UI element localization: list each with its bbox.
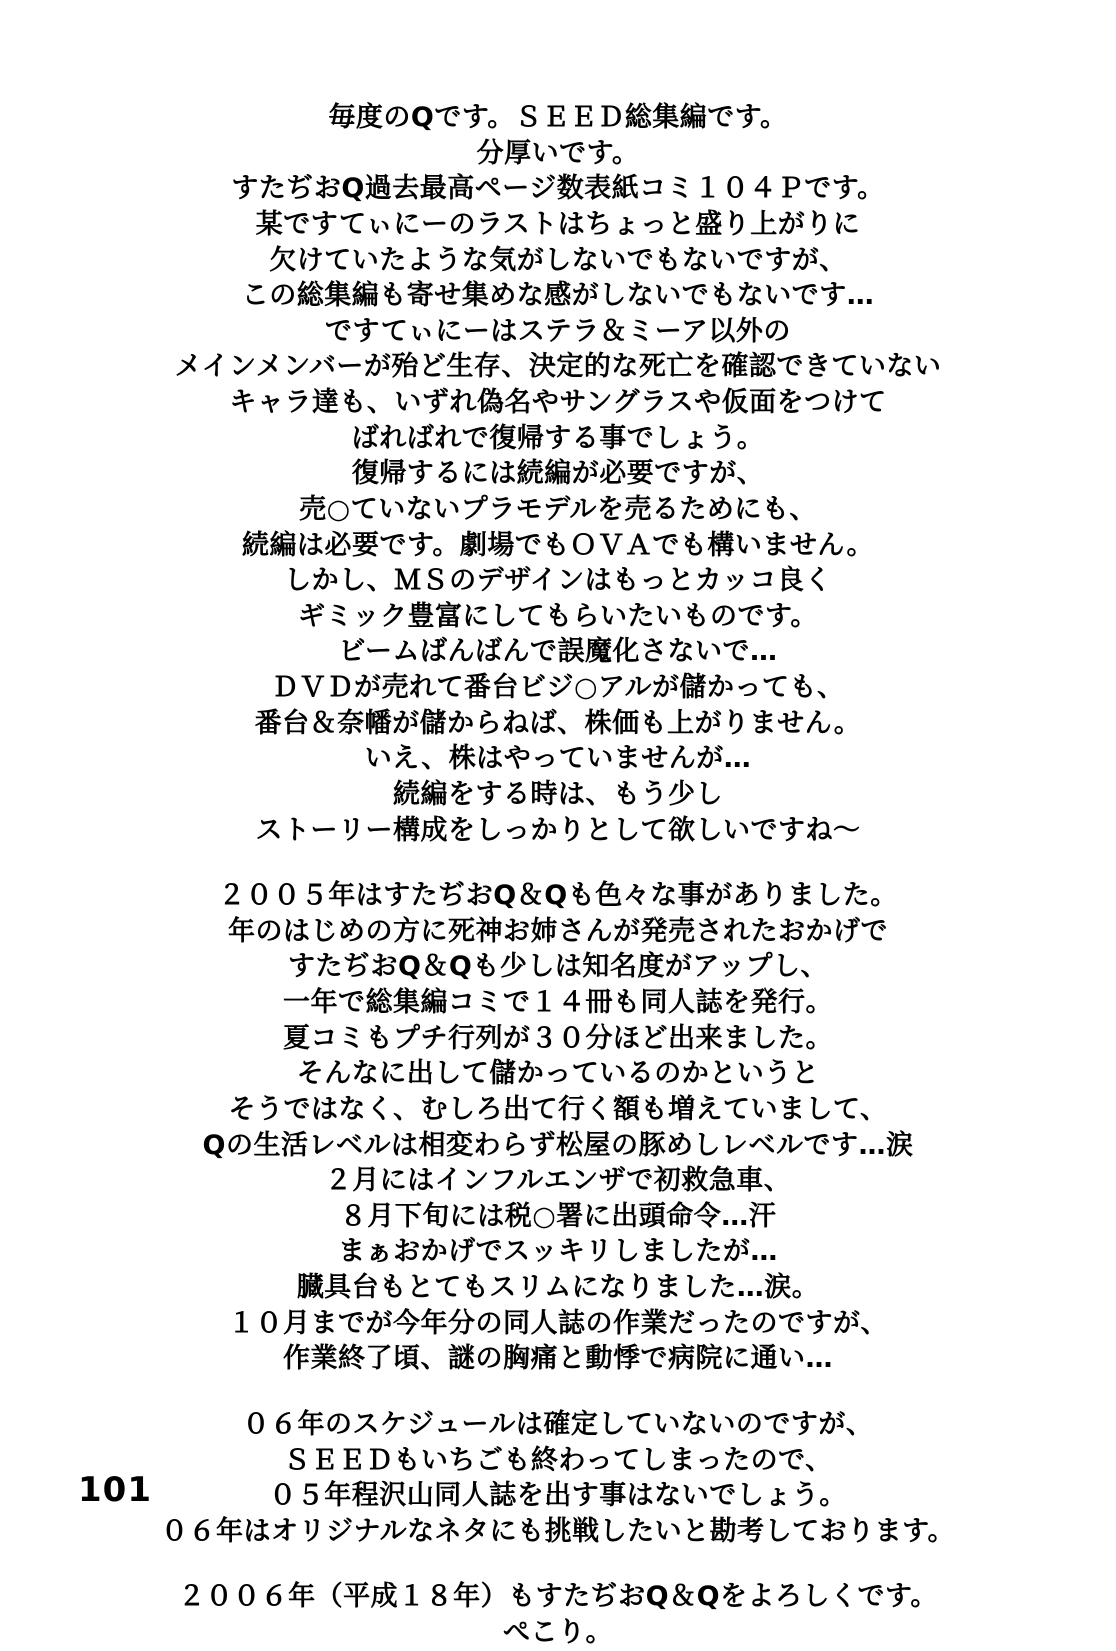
text-line: ＳＥＥＤもいちごも終わってしまったので、 <box>283 1444 833 1476</box>
text-line: この総集編も寄せ集めな感がしないでもないです… <box>241 280 875 312</box>
text-block-2 <box>0 878 1116 1377</box>
text-line: メインメンバーが殆ど生存、決定的な死亡を確認できていない <box>174 351 942 383</box>
text-block-4 <box>0 1579 1116 1650</box>
text-line: すたぢおQ過去最高ページ数表紙コミ１０４Ｐです。 <box>231 173 885 205</box>
text-line: ビームばんばんで誤魔化さないで… <box>338 636 778 668</box>
text-line: 臓具台もとてもスリムになりました…涙。 <box>296 1272 820 1303</box>
text-line: 毎度のQです。ＳＥＥＤ総集編です。 <box>328 102 788 133</box>
text-line: 売○ていないプラモデルを売るためにも、 <box>299 493 817 525</box>
text-line: ２００６年（平成１８年）もすたぢおQ＆Qをよろしくです。 <box>178 1581 938 1613</box>
text-line: すたぢおQ＆Qも少しは知名度がアップし、 <box>287 951 828 983</box>
text-line: ばればれで復帰する事でしょう。 <box>351 422 765 454</box>
text-line: 続編をする時は、もう少し <box>393 778 723 810</box>
text-line: ０６年はオリジナルなネタにも挑戦したいと勘考しております。 <box>161 1515 955 1547</box>
text-line: そうではなく、むしろ出て行く額も増えていまして、 <box>228 1093 888 1125</box>
text-line: いえ、株はやっていませんが… <box>364 743 752 775</box>
text-line: しかし、ＭＳのデザインはもっとカッコ良く <box>284 565 832 597</box>
text-block-3 <box>0 1407 1116 1550</box>
text-line: キャラ達も、いずれ偽名やサングラスや仮面をつけて <box>229 387 887 418</box>
text-line: ２月にはインフルエンザで初救急車、 <box>324 1165 792 1197</box>
text-line: 一年で総集編コミで１４冊も同人誌を発行。 <box>283 987 833 1018</box>
text-line: ０６年のスケジュールは確定していないのですが、 <box>242 1408 874 1440</box>
text-line: 某ですてぃにーのラストはちょっと盛り上がりに <box>255 208 861 240</box>
text-line: 欠けていたような気がしないでもないですが、 <box>269 244 847 276</box>
text-line: 年のはじめの方に死神お姉さんが発売されたおかげで <box>228 915 888 947</box>
text-line: Qの生活レベルは相変わらず松屋の豚めしレベルです…涙 <box>202 1129 914 1161</box>
text-line: ギミック豊富にしてもらいたいものです。 <box>298 600 818 632</box>
text-line: 夏コミもプチ行列が３０分ほど出来ました。 <box>283 1022 833 1054</box>
text-line: 復帰するには続編が必要ですが、 <box>351 458 765 490</box>
text-block-1 <box>0 100 1116 848</box>
text-line: そんなに出して儲かっているのかというと <box>296 1058 820 1090</box>
text-line: ストーリー構成をしっかりとして欲しいですね～ <box>255 814 861 846</box>
text-line: 分厚いです。 <box>476 137 640 169</box>
text-line: まぁおかげでスッキリしましたが… <box>338 1236 778 1268</box>
text-line: １０月までが今年分の同人誌の作業だったのですが、 <box>228 1307 888 1339</box>
text-line: ８月下旬には税○署に出頭命令…汗 <box>339 1200 777 1232</box>
text-line: ぺこり。 <box>503 1617 613 1648</box>
text-line: 番台＆奈幡が儲からねば、株価も上がりません。 <box>254 707 862 739</box>
text-line: ですてぃにーはステラ＆ミーア以外の <box>325 315 791 347</box>
page-number: 101 <box>78 1470 152 1510</box>
text-line: ２００５年はすたぢおQ＆Qも色々な事がありました。 <box>218 880 898 912</box>
text-line: 続編は必要です。劇場でもＯＶＡでも構いません。 <box>242 529 874 561</box>
text-line: 作業終了頃、謎の胸痛と動悸で病院に通い… <box>283 1343 833 1375</box>
text-line: ０５年程沢山同人誌を出す事はないでしょう。 <box>269 1480 847 1512</box>
afterword-text-body <box>0 100 1116 1651</box>
text-line: ＤＶＤが売れて番台ビジ○アルが儲かっても、 <box>271 672 845 703</box>
